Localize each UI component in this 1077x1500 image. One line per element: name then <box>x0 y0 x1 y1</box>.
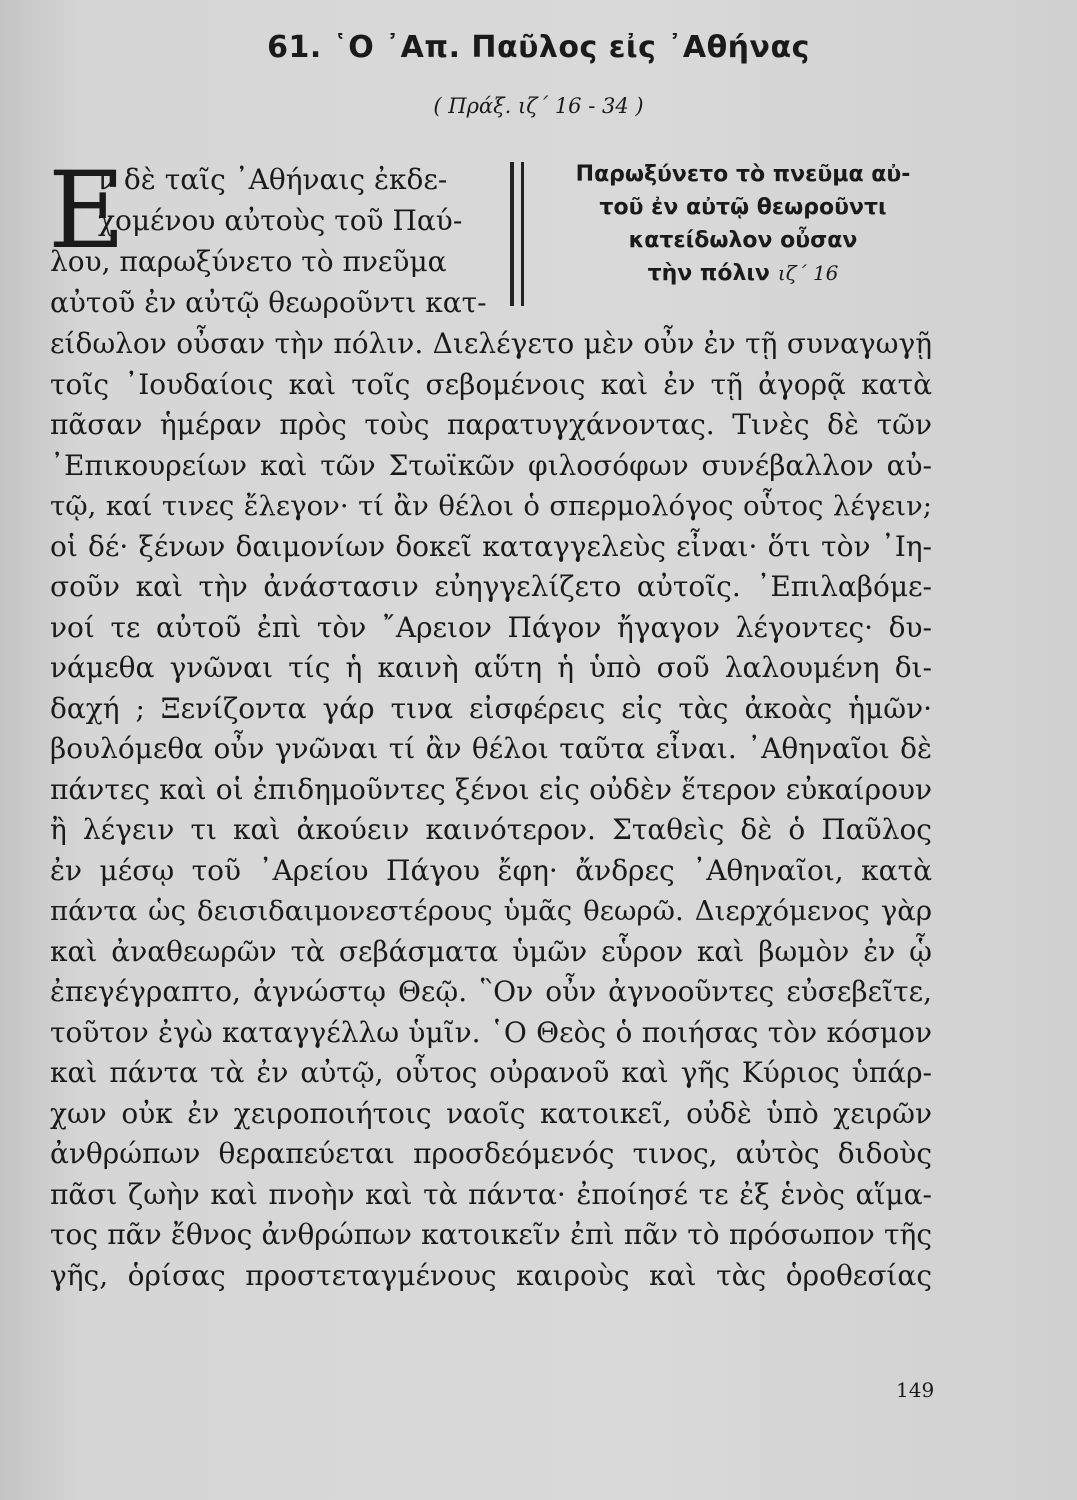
text-line: τος πᾶν ἔθνος ἀνθρώπων κατοικεῖν ἐπὶ πᾶν τὸ πρόσωπον τῆς <box>50 1218 932 1251</box>
text-line: τοῖς ᾿Ιουδαίοις καὶ τοῖς σεβομένοις καὶ ἐν τῇ ἀγορᾷ κατὰ <box>50 367 932 401</box>
intro-line: λου, παρωξύνετο τὸ πνεῦμα <box>50 245 447 278</box>
side-note-text: τὴν πόλιν <box>647 261 770 286</box>
text-line: πάντα ὡς δεισιδαιμονεστέρους ὑμᾶς θεωρῶ. Διερχόμενος γὰρ <box>50 895 932 927</box>
side-note-line: τοῦ ἐν αὐτῷ θεωροῦντι <box>599 195 887 220</box>
drop-cap: Ε <box>48 149 126 272</box>
text-line: νοί τε αὐτοῦ ἐπὶ τὸν ῎Αρειον Πάγον ἤγαγον λέγοντες· δυ- <box>50 610 932 644</box>
text-line: πάντες καὶ οἱ ἐπιδημοῦντες ξένοι εἰς οὐδὲν ἕτερον εὐκαίρουν <box>50 772 932 806</box>
text-line: δαχή ; Ξενίζοντα γάρ τινα εἰσφέρεις εἰς τὰς ἀκοὰς ἡμῶν· <box>50 691 932 725</box>
text-line: ἀνθρώπων θεραπεύεται προσδεόμενός τινος, αὐτὸς διδοὺς <box>50 1137 932 1170</box>
text-line: χων οὐκ ἐν χειροποιήτοις ναοῖς κατοικεῖ, οὐδὲ ὑπὸ χειρῶν <box>50 1096 932 1130</box>
scripture-reference: ( Πράξ. ιζ΄ 16 - 34 ) <box>433 94 644 118</box>
text-line: σοῦν καὶ τὴν ἀνάστασιν εὐηγγελίζετο αὐτοῖς. ᾿Επιλαβόμε- <box>50 570 932 603</box>
text-line: καὶ ἀναθεωρῶν τὰ σεβάσματα ὑμῶν εὗρον καὶ βωμὸν ἐν ᾧ <box>50 934 932 968</box>
body-text <box>50 324 932 1296</box>
intro-line: ν δὲ ταῖς ᾿Αθήναις ἐκδε- <box>98 163 448 196</box>
text-line: ἐν μέσῳ τοῦ ᾿Αρείου Πάγου ἔφη· ἄνδρες ᾿Αθηναῖοι, κατὰ <box>50 853 932 887</box>
margin-rule <box>521 162 524 306</box>
text-line: γῆς, ὁρίσας προστεταγμένους καιροὺς καὶ τὰς ὁροθεσίας <box>50 1258 932 1292</box>
page-title: 61. ῾Ο ᾿Απ. Παῦλος εἰς ᾿Αθήνας <box>267 30 810 65</box>
text-line: πᾶσαν ἡμέραν πρὸς τοὺς παρατυγχάνοντας. Τινὲς δὲ τῶν <box>50 408 932 441</box>
side-note-line <box>548 257 938 290</box>
text-line: ᾿Επικουρείων καὶ τῶν Στωϊκῶν φιλοσόφων συνέβαλλον αὐ- <box>50 448 932 482</box>
text-line: βουλόμεθα οὖν γνῶναι τί ἂν θέλοι ταῦτα εἶναι. ᾿Αθηναῖοι δὲ <box>50 732 932 765</box>
side-note-line: κατείδωλον οὖσαν <box>628 228 858 253</box>
intro-line: χομένου αὐτοὺς τοῦ Παύ- <box>98 204 463 237</box>
side-note-line: Παρωξύνετο τὸ πνεῦμα αὐ- <box>575 162 911 187</box>
text-line: πᾶσι ζωὴν καὶ πνοὴν καὶ τὰ πάντα· ἐποίησέ τε ἐξ ἑνὸς αἵμα- <box>50 1177 932 1211</box>
side-note <box>548 158 938 290</box>
text-line: τῷ, καί τινες ἔλεγον· τί ἂν θέλοι ὁ σπερμολόγος οὗτος λέγειν; <box>50 490 932 522</box>
text-line: είδωλον οὖσαν τὴν πόλιν. Διελέγετο μὲν οὖν ἐν τῇ συναγωγῇ <box>50 327 932 360</box>
intro-line: αὐτοῦ ἐν αὐτῷ θεωροῦντι κατ- <box>50 286 487 319</box>
text-line: καὶ πάντα τὰ ἐν αὐτῷ, οὗτος οὐρανοῦ καὶ γῆς Κύριος ὑπάρ- <box>50 1056 932 1089</box>
text-line: νάμεθα γνῶναι τίς ἡ καινὴ αὕτη ἡ ὑπὸ σοῦ λαλουμένη δι- <box>50 651 932 684</box>
text-line: τοῦτον ἐγὼ καταγγέλλω ὑμῖν. ῾Ο Θεὸς ὁ ποιήσας τὸν κόσμον <box>50 1015 932 1049</box>
text-line: ἐπεγέγραπτο, ἀγνώστῳ Θεῷ. ῝Ον οὖν ἀγνοοῦντες εὐσεβεῖτε, <box>50 975 932 1008</box>
text-line: οἱ δέ· ξένων δαιμονίων δοκεῖ καταγγελεὺς εἶναι· ὅτι τὸν ᾿Ιη- <box>50 529 932 563</box>
margin-rule <box>510 162 514 306</box>
page-number: 149 <box>896 1378 935 1402</box>
side-note-reference: ιζ΄ 16 <box>777 261 839 285</box>
text-line: ἢ λέγειν τι καὶ ἀκούειν καινότερον. Σταθεὶς δὲ ὁ Παῦλος <box>50 813 932 846</box>
